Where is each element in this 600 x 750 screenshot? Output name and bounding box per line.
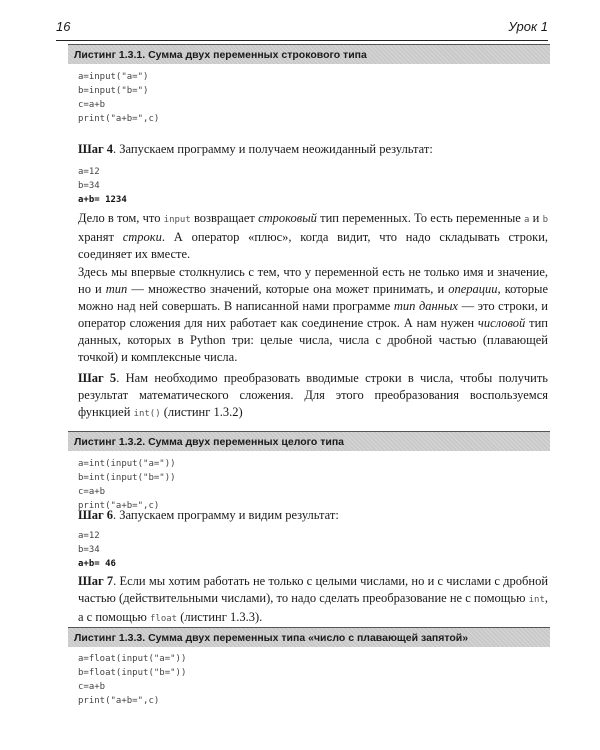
code-line: print("a+b=",c)	[78, 501, 160, 511]
output-line: a=12	[78, 531, 100, 541]
step-label: Шаг 4	[78, 142, 114, 156]
code-line: c=a+b	[78, 682, 106, 692]
code-line: print("a+b=",c)	[78, 696, 160, 706]
listing-3-title: Листинг 1.3.3. Сумма двух переменных типа «число с плавающей запятой»	[68, 627, 550, 647]
code-line: b=input("b=")	[78, 86, 149, 96]
code-line: b=float(input("b="))	[78, 668, 187, 678]
listing-1-code	[78, 70, 159, 126]
step-4-output	[78, 165, 127, 207]
paragraph-string-type: Дело в том, что input возвращает строковый тип переменных. То есть переменные a и b хранят строки. А оператор «плюс», когда видит, что надо складывать строки, соединяет их вместе.	[78, 211, 549, 261]
code-line: b=int(input("b="))	[78, 473, 176, 483]
paragraph-data-types: Здесь мы впервые столкнулись с тем, что у переменной есть не только имя и значение, но и тип — множество значений, которые она может принимать, и операции, которые можно над ней совершать. В написанной нами программе тип данных — это строки, и оператор сложения для них работает как соединение строк. А нам нужен числовой тип данных, которых в Python три: целые числа, числа с дробной частью (плавающей точкой) и комплексные числа.	[78, 265, 549, 364]
code-line: print("a+b=",c)	[78, 114, 160, 124]
step-label: Шаг 6	[78, 508, 114, 522]
output-line: a+b= 46	[78, 559, 116, 569]
code-line: c=a+b	[78, 487, 106, 497]
step-6-output	[78, 529, 116, 571]
page-header	[56, 16, 548, 41]
step-5-paragraph: Шаг 5. Нам необходимо преобразовать вводимые строки в числа, чтобы получить результат математического сложения. Для этого преобразования воспользуемся функцией int() (листинг 1.3.2)	[78, 371, 548, 419]
code-line: a=int(input("a="))	[78, 459, 176, 469]
step-label: Шаг 5	[78, 371, 117, 385]
listing-2-code	[78, 457, 176, 513]
listing-1-title: Листинг 1.3.1. Сумма двух переменных строкового типа	[68, 44, 550, 64]
code-line: a=float(input("a="))	[78, 654, 187, 664]
listing-3-code	[78, 652, 186, 708]
output-line: b=34	[78, 545, 100, 555]
output-line: b=34	[78, 181, 100, 191]
code-line: a=input("a=")	[78, 72, 149, 82]
step-6-paragraph: Шаг 6. Запускаем программу и видим результат:	[78, 508, 339, 522]
step-label: Шаг 7	[78, 574, 114, 588]
page-number: 16	[56, 19, 71, 34]
step-7-paragraph: Шаг 7. Если мы хотим работать не только с целыми числами, но и с числами с дробной частью (действительными числами), то надо сделать преобразование не с помощью int, а с помощью float (листинг 1.3.3).	[78, 574, 549, 624]
chapter-title: Урок 1	[508, 19, 548, 34]
step-4-paragraph: Шаг 4. Запускаем программу и получаем неожиданный результат:	[78, 142, 433, 156]
output-line: a=12	[78, 167, 100, 177]
listing-2-title: Листинг 1.3.2. Сумма двух переменных целого типа	[68, 431, 550, 451]
code-line: c=a+b	[78, 100, 106, 110]
output-line: a+b= 1234	[78, 195, 127, 205]
